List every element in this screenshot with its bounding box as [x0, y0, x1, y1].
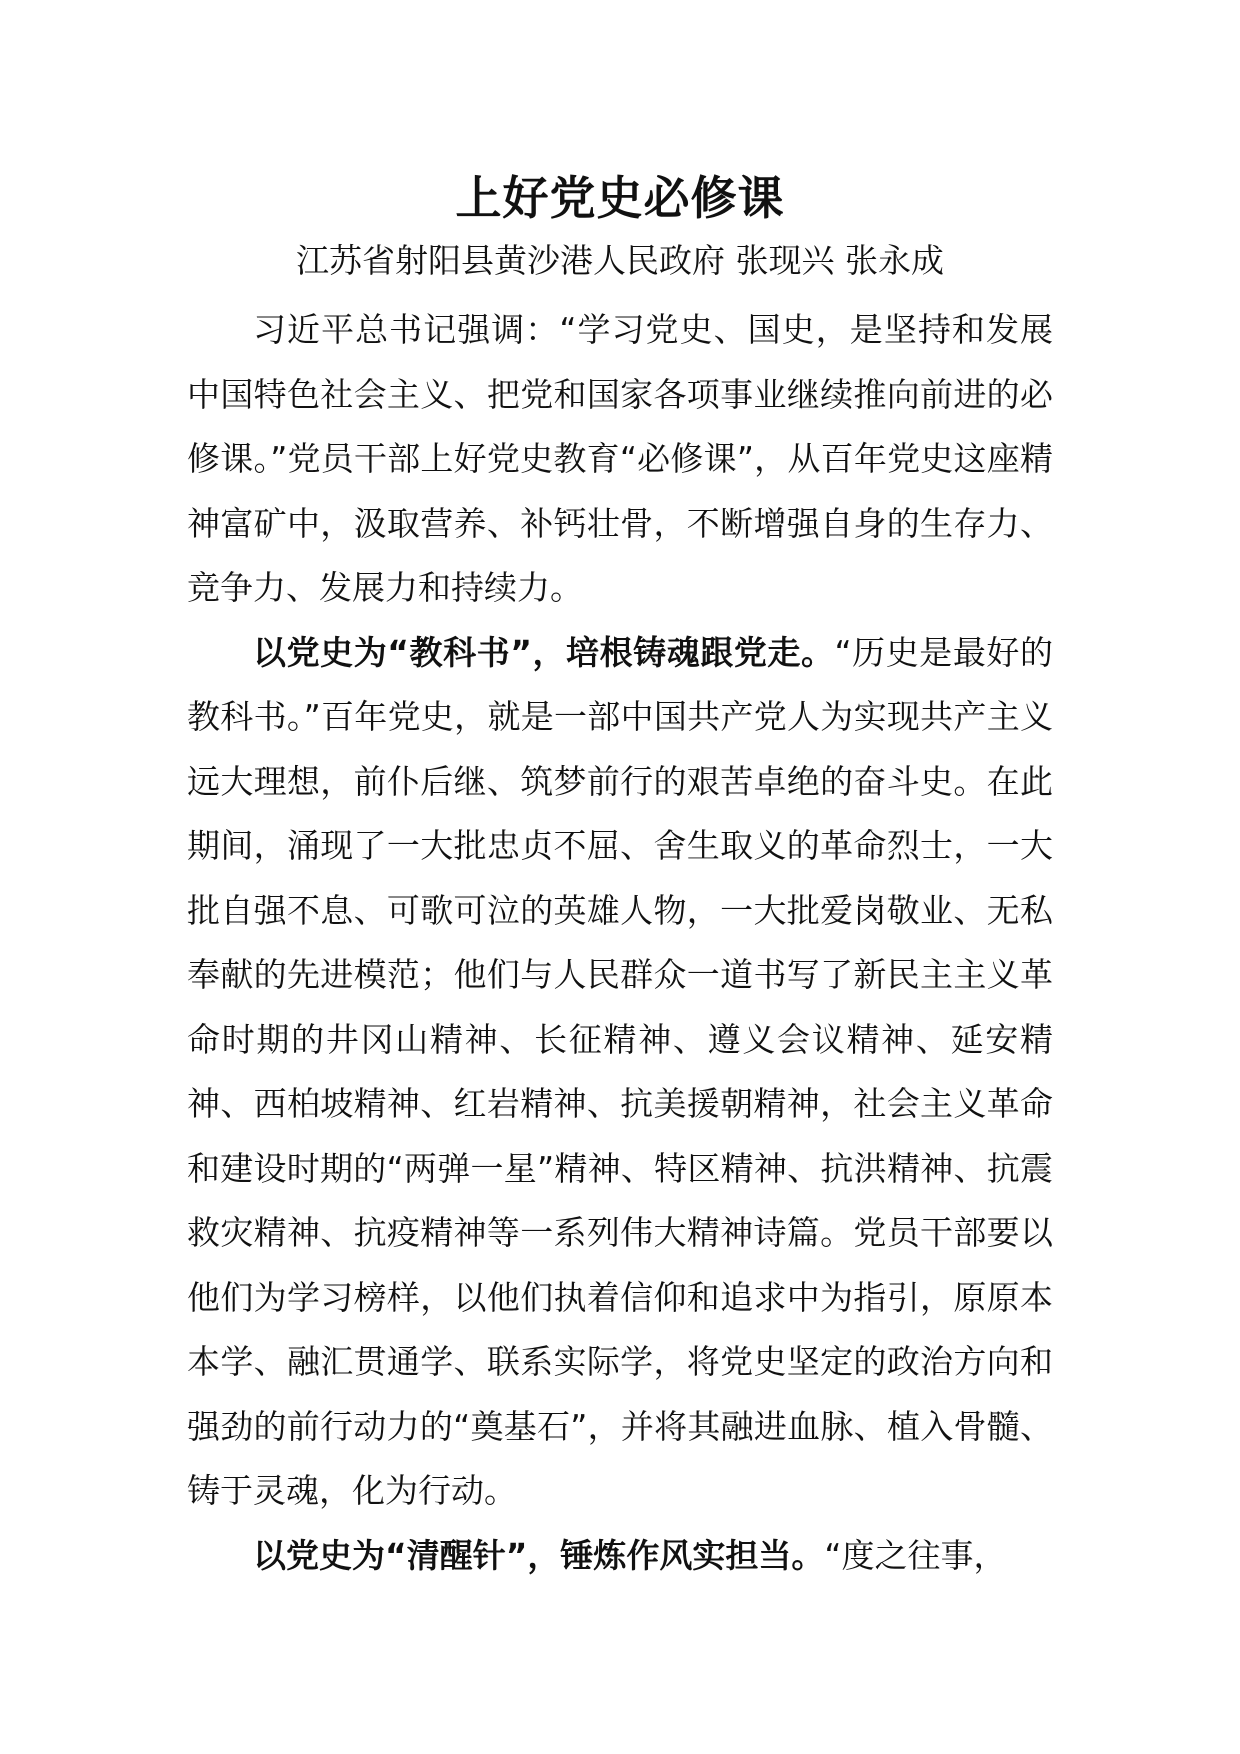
document-title: 上好党史必修课: [455, 171, 785, 225]
section-heading: 以党史为“教科书”，培根铸魂跟党走。: [253, 632, 835, 672]
paragraph-text: “度之往事，: [824, 1535, 1007, 1575]
paragraph-intro: [187, 298, 1053, 621]
section-heading: 以党史为“清醒针”，锤炼作风实担当。: [253, 1535, 825, 1575]
paragraph-section-2: [187, 1524, 1053, 1589]
author-byline: 江苏省射阳县黄沙港人民政府 张现兴 张永成: [296, 241, 944, 280]
document-body: [187, 298, 1053, 1588]
paragraph-text: 习近平总书记强调：“学习党史、国史，是坚持和发展中国特色社会主义、把党和国家各项事业继续推向前进的必修课。”党员干部上好党史教育“必修课”，从百年党史这座精神富矿中，汲取营养、补钙壮骨，不断增强自身的生存力、竞争力、发展力和持续力。: [187, 310, 1053, 607]
paragraph-text: “历史是最好的教科书。”百年党史，就是一部中国共产党人为实现共产主义远大理想，前仆后继、筑梦前行的艰苦卓绝的奋斗史。在此期间，涌现了一大批忠贞不屈、舍生取义的革命烈士，一大批自强不息、可歌可泣的英雄人物，一大批爱岗敬业、无私奉献的先进模范；他们与人民群众一道书写了新民主主义革命时期的井冈山精神、长征精神、遵义会议精神、延安精神、西柏坡精神、红岩精神、抗美援朝精神，社会主义革命和建设时期的“两弹一星”精神、特区精神、抗洪精神、抗震救灾精神、抗疫精神等一系列伟大精神诗篇。党员干部要以他们为学习榜样，以他们执着信仰和追求中为指引，原原本本学、融汇贯通学、联系实际学，将党史坚定的政治方向和强劲的前行动力的“奠基石”，并将其融进血脉、植入骨髓、铸于灵魂，化为行动。: [187, 632, 1053, 1510]
paragraph-section-1: [187, 621, 1053, 1524]
